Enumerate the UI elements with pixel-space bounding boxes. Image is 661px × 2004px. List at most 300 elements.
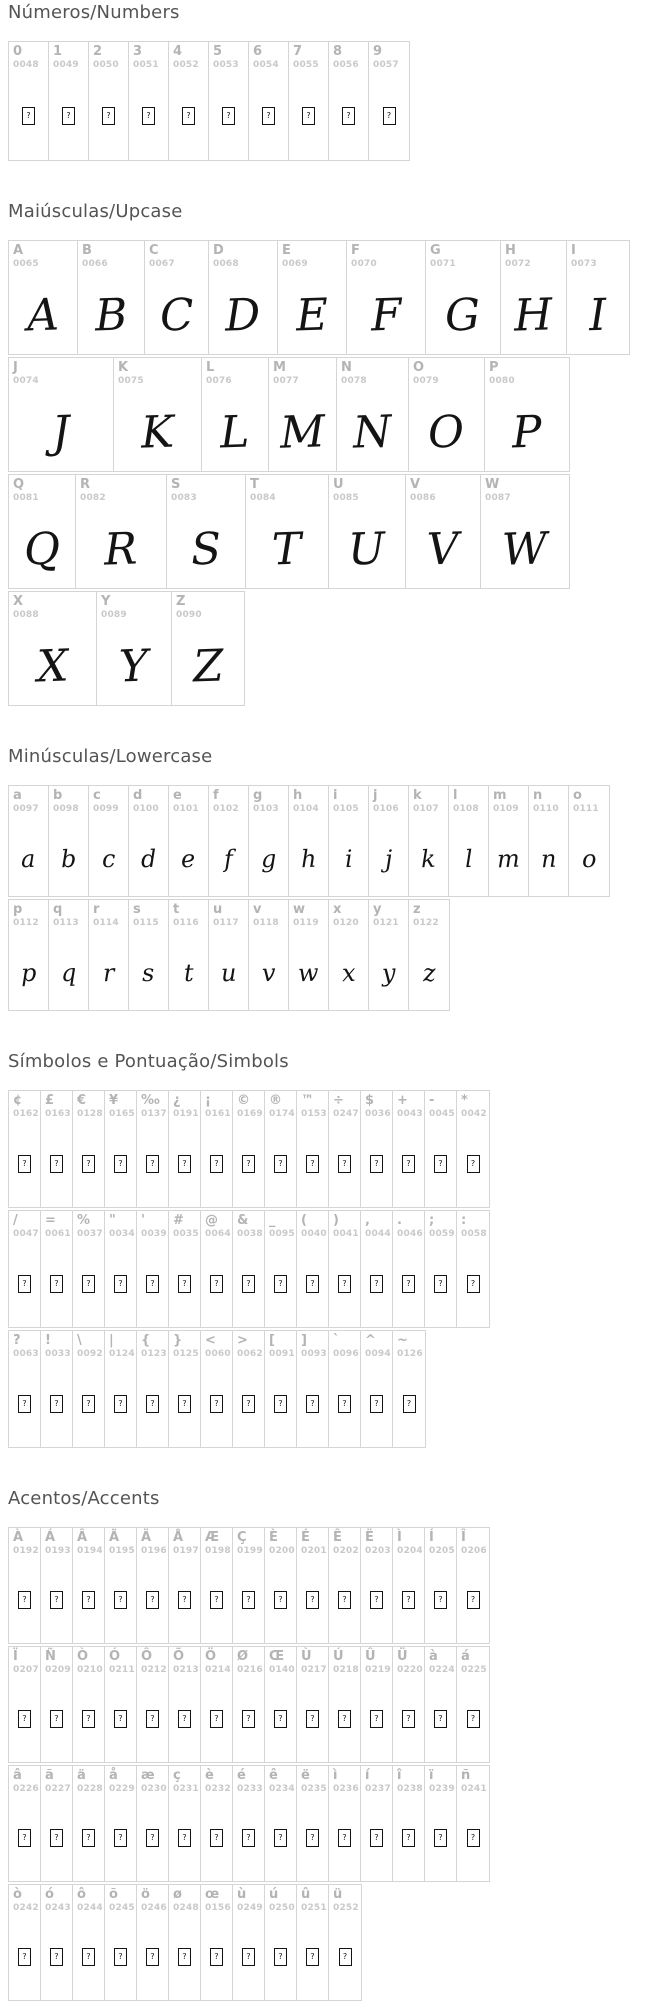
cell-code-label: 0209 (45, 1665, 71, 1675)
missing-glyph-mark: ? (374, 1595, 379, 1604)
missing-glyph-icon (210, 1829, 223, 1847)
glyph-area (393, 1795, 424, 1881)
section-title: Números/Numbers (8, 2, 180, 23)
cell-code-label: 0101 (173, 804, 199, 814)
glyph-area (89, 929, 128, 1010)
cell-code-label: 0085 (333, 493, 359, 503)
script-glyph: o (581, 844, 597, 873)
glyph-cell-0193 (41, 1528, 73, 1643)
cell-char-label: Ä (141, 1530, 152, 1545)
cell-code-label: 0250 (269, 1903, 295, 1913)
glyph-area (41, 1240, 72, 1327)
cell-code-label: 0077 (273, 376, 299, 386)
cell-code-label: 0100 (133, 804, 159, 814)
cell-code-label: 0153 (301, 1109, 327, 1119)
cell-code-label: 0242 (13, 1903, 39, 1913)
glyph-cell-0123 (137, 1331, 169, 1447)
glyph-cell-0077 (269, 358, 337, 471)
cell-code-label: 0073 (571, 259, 597, 269)
missing-glyph-icon (342, 107, 355, 125)
cell-char-label: Ï (13, 1649, 18, 1664)
script-glyph: j (384, 844, 393, 873)
glyph-area (9, 1360, 40, 1447)
missing-glyph-mark: ? (438, 1595, 443, 1604)
glyph-cell-0246 (137, 1885, 169, 2000)
missing-glyph-mark: ? (346, 110, 351, 120)
glyph-area (289, 929, 328, 1010)
glyph-cell-0192 (9, 1528, 41, 1643)
script-glyph: B (93, 288, 129, 342)
cell-char-label: 0 (13, 44, 23, 59)
missing-glyph-mark: ? (310, 1595, 315, 1604)
glyph-cell-0044 (361, 1211, 393, 1327)
missing-glyph-mark: ? (438, 1833, 443, 1842)
cell-char-label: Á (45, 1530, 56, 1545)
glyph-cell-0097 (9, 786, 49, 896)
missing-glyph-mark: ? (86, 1278, 91, 1288)
cell-code-label: 0140 (269, 1665, 295, 1675)
missing-glyph-mark: ? (470, 1595, 476, 1604)
cell-code-label: 0041 (333, 1229, 359, 1239)
missing-glyph-mark: ? (438, 1158, 443, 1168)
glyph-area (329, 1914, 361, 2000)
cell-code-label: 0033 (45, 1349, 71, 1359)
script-glyph: u (220, 958, 237, 987)
cell-char-label: g (253, 788, 263, 803)
glyph-area (89, 815, 128, 896)
glyph-area (114, 387, 201, 471)
glyph-cell-0049 (49, 42, 89, 160)
cell-code-label: 0232 (205, 1784, 231, 1794)
missing-glyph-mark: ? (22, 1278, 27, 1288)
missing-glyph-icon (18, 1591, 31, 1609)
cell-char-label: ¡ (205, 1093, 211, 1108)
cell-char-label: û (301, 1887, 311, 1902)
missing-glyph-mark: ? (54, 1398, 59, 1408)
glyph-cell-0074 (9, 358, 114, 471)
cell-code-label: 0040 (301, 1229, 327, 1239)
cell-code-label: 0094 (365, 1349, 391, 1359)
glyph-area (485, 387, 569, 471)
missing-glyph-mark: ? (118, 1398, 123, 1408)
cell-char-label: í (365, 1768, 370, 1783)
cell-code-label: 0199 (237, 1546, 263, 1556)
cell-char-label: < (205, 1333, 216, 1348)
cell-char-label: ù (237, 1887, 247, 1902)
cell-char-label: ä (77, 1768, 86, 1783)
glyph-cell-0243 (41, 1885, 73, 2000)
glyph-cell-0234 (265, 1766, 297, 1881)
glyph-cell-0099 (89, 786, 129, 896)
cell-code-label: 0162 (13, 1109, 39, 1119)
cell-char-label: ? (13, 1333, 21, 1348)
glyph-cell-0066 (78, 241, 145, 354)
cell-code-label: 0238 (397, 1784, 423, 1794)
missing-glyph-icon (306, 1155, 319, 1173)
glyph-cell-0053 (209, 42, 249, 160)
missing-glyph-mark: ? (182, 1158, 187, 1168)
missing-glyph-mark: ? (150, 1714, 155, 1723)
missing-glyph-mark: ? (118, 1833, 123, 1842)
cell-char-label: Ó (109, 1649, 121, 1664)
cell-char-label: ^ (365, 1333, 376, 1348)
missing-glyph-icon (338, 1155, 351, 1173)
glyph-area (233, 1795, 264, 1881)
missing-glyph-mark: ? (66, 110, 71, 120)
glyph-area (137, 1676, 168, 1762)
glyph-area (73, 1557, 104, 1643)
cell-code-label: 0054 (253, 60, 279, 70)
glyph-row (8, 41, 410, 161)
cell-char-label: Õ (173, 1649, 185, 1664)
glyph-area (9, 1676, 40, 1762)
cell-char-label: y (373, 902, 382, 917)
cell-code-label: 0039 (141, 1229, 167, 1239)
cell-code-label: 0212 (141, 1665, 167, 1675)
cell-code-label: 0113 (53, 918, 79, 928)
glyph-area (425, 1120, 456, 1207)
cell-char-label: Y (101, 594, 111, 609)
glyph-area (172, 621, 244, 705)
glyph-cell-0235 (297, 1766, 329, 1881)
script-glyph: e (180, 844, 197, 873)
cell-code-label: 0195 (109, 1546, 135, 1556)
cell-char-label: © (237, 1093, 250, 1108)
cell-char-label: ê (269, 1768, 278, 1783)
missing-glyph-icon (82, 1275, 95, 1293)
missing-glyph-icon (50, 1710, 63, 1728)
glyph-cell-0200 (265, 1528, 297, 1643)
missing-glyph-icon (82, 1591, 95, 1609)
glyph-cell-0109 (489, 786, 529, 896)
glyph-area (202, 387, 268, 471)
cell-code-label: 0042 (461, 1109, 487, 1119)
cell-char-label: | (109, 1333, 114, 1348)
missing-glyph-mark: ? (214, 1714, 219, 1723)
glyph-area (233, 1557, 264, 1643)
missing-glyph-icon (434, 1829, 447, 1847)
missing-glyph-mark: ? (54, 1278, 59, 1288)
glyph-area (9, 71, 48, 160)
cell-code-label: 0217 (301, 1665, 327, 1675)
glyph-area (201, 1120, 232, 1207)
script-glyph: m (496, 844, 521, 873)
missing-glyph-icon (274, 1829, 287, 1847)
missing-glyph-icon (18, 1155, 31, 1173)
glyph-area (567, 270, 629, 354)
script-glyph: Y (118, 640, 150, 692)
cell-char-label: à (429, 1649, 438, 1664)
missing-glyph-mark: ? (214, 1595, 219, 1604)
glyph-area (361, 1360, 392, 1447)
glyph-cell-0169 (233, 1091, 265, 1207)
cell-code-label: 0059 (429, 1229, 455, 1239)
cell-code-label: 0204 (397, 1546, 423, 1556)
cell-char-label: c (93, 788, 101, 803)
missing-glyph-mark: ? (214, 1278, 219, 1288)
section-symbols (8, 1051, 661, 1448)
glyph-area (201, 1360, 232, 1447)
cell-char-label: á (461, 1649, 470, 1664)
cell-code-label: 0037 (77, 1229, 103, 1239)
glyph-cell-0058 (457, 1211, 489, 1327)
missing-glyph-icon (50, 1948, 63, 1966)
cell-code-label: 0053 (213, 60, 239, 70)
missing-glyph-icon (402, 1155, 415, 1173)
glyph-cell-0121 (369, 900, 409, 1010)
glyph-cell-0042 (457, 1091, 489, 1207)
glyph-area (269, 387, 336, 471)
missing-glyph-icon (242, 1710, 255, 1728)
cell-char-label: Ñ (45, 1649, 56, 1664)
missing-glyph-icon (467, 1155, 480, 1173)
cell-code-label: 0093 (301, 1349, 327, 1359)
glyph-cell-0118 (249, 900, 289, 1010)
glyph-cell-0039 (137, 1211, 169, 1327)
glyph-cell-0203 (361, 1528, 393, 1643)
glyph-cell-0252 (329, 1885, 361, 2000)
glyph-cell-0248 (169, 1885, 201, 2000)
glyph-row (8, 474, 570, 589)
glyph-area (265, 1557, 296, 1643)
cell-char-label: + (397, 1093, 408, 1108)
cell-code-label: 0243 (45, 1903, 71, 1913)
cell-code-label: 0218 (333, 1665, 359, 1675)
cell-char-label: F (351, 243, 360, 258)
glyph-area (105, 1914, 136, 2000)
cell-code-label: 0200 (269, 1546, 295, 1556)
missing-glyph-mark: ? (22, 1398, 27, 1408)
glyph-area (289, 815, 328, 896)
missing-glyph-icon (114, 1591, 127, 1609)
cell-code-label: 0079 (413, 376, 439, 386)
glyph-cell-0125 (169, 1331, 201, 1447)
glyph-cell-0075 (114, 358, 202, 471)
missing-glyph-mark: ? (22, 1952, 27, 1961)
missing-glyph-icon (178, 1829, 191, 1847)
glyph-cell-0196 (137, 1528, 169, 1643)
glyph-area (169, 815, 208, 896)
missing-glyph-icon (146, 1710, 159, 1728)
script-glyph: M (279, 405, 326, 459)
missing-glyph-icon (467, 1591, 480, 1609)
cell-code-label: 0108 (453, 804, 479, 814)
cell-char-label: ó (45, 1887, 54, 1902)
glyph-row (8, 1884, 362, 2001)
missing-glyph-icon (50, 1155, 63, 1173)
glyph-cell-0065 (9, 241, 78, 354)
cell-char-label: w (293, 902, 306, 917)
glyph-cell-0104 (289, 786, 329, 896)
missing-glyph-mark: ? (278, 1398, 283, 1408)
missing-glyph-mark: ? (310, 1833, 315, 1842)
glyph-cell-0242 (9, 1885, 41, 2000)
glyph-cell-0210 (73, 1647, 105, 1762)
cell-char-label: * (461, 1093, 468, 1108)
cell-code-label: 0193 (45, 1546, 71, 1556)
glyph-cell-0056 (329, 42, 369, 160)
section-title: Símbolos e Pontuação/Simbols (8, 1051, 289, 1072)
missing-glyph-mark: ? (150, 1952, 155, 1961)
glyph-area (129, 929, 168, 1010)
section-title: Maiúsculas/Upcase (8, 201, 183, 222)
glyph-cell-0047 (9, 1211, 41, 1327)
glyph-cell-0115 (129, 900, 169, 1010)
missing-glyph-icon (306, 1710, 319, 1728)
cell-char-label: / (13, 1213, 18, 1228)
cell-char-label: Ü (397, 1649, 408, 1664)
cell-code-label: 0124 (109, 1349, 135, 1359)
glyph-cell-0233 (233, 1766, 265, 1881)
glyph-cell-0051 (129, 42, 169, 160)
missing-glyph-mark: ? (246, 1714, 251, 1723)
script-glyph: y (381, 958, 396, 987)
cell-char-label: S (171, 477, 181, 492)
glyph-area (393, 1676, 424, 1762)
glyph-cell-0214 (201, 1647, 233, 1762)
glyph-area (105, 1676, 136, 1762)
missing-glyph-mark: ? (278, 1158, 283, 1168)
glyph-cell-0078 (337, 358, 409, 471)
glyph-area (9, 1914, 40, 2000)
cell-code-label: 0137 (141, 1109, 167, 1119)
cell-char-label: 1 (53, 44, 63, 59)
glyph-cell-0037 (73, 1211, 105, 1327)
cell-code-label: 0251 (301, 1903, 327, 1913)
missing-glyph-mark: ? (310, 1158, 315, 1168)
glyph-area (41, 1120, 72, 1207)
script-glyph: c (101, 844, 116, 873)
cell-char-label: n (533, 788, 543, 803)
glyph-area (41, 1557, 72, 1643)
missing-glyph-mark: ? (374, 1833, 379, 1842)
glyph-cell-0140 (265, 1647, 297, 1762)
cell-code-label: 0107 (413, 804, 439, 814)
cell-code-label: 0097 (13, 804, 39, 814)
glyph-cell-0089 (97, 592, 172, 705)
glyph-area (76, 504, 166, 588)
script-glyph: E (295, 288, 329, 342)
cell-code-label: 0230 (141, 1784, 167, 1794)
glyph-area (297, 1240, 328, 1327)
glyph-area (361, 1240, 392, 1327)
cell-code-label: 0098 (53, 804, 79, 814)
script-glyph: v (261, 958, 276, 987)
glyph-cell-0095 (265, 1211, 297, 1327)
script-glyph: f (223, 844, 234, 873)
glyph-area (347, 270, 425, 354)
glyph-cell-0230 (137, 1766, 169, 1881)
glyph-cell-0070 (347, 241, 426, 354)
glyph-area (409, 387, 484, 471)
glyph-area (449, 815, 488, 896)
cell-char-label: Â (77, 1530, 88, 1545)
glyph-area (406, 504, 480, 588)
cell-char-label: ú (269, 1887, 279, 1902)
cell-code-label: 0087 (485, 493, 511, 503)
cell-char-label: H (505, 243, 516, 258)
glyph-area (169, 929, 208, 1010)
glyph-area (297, 1914, 328, 2000)
glyph-cell-0228 (73, 1766, 105, 1881)
glyph-cell-0084 (246, 475, 329, 588)
cell-code-label: 0122 (413, 918, 439, 928)
missing-glyph-icon (370, 1591, 383, 1609)
cell-code-label: 0216 (237, 1665, 263, 1675)
cell-char-label: ï (429, 1768, 434, 1783)
cell-code-label: 0061 (45, 1229, 71, 1239)
glyph-area (249, 929, 288, 1010)
glyph-area (393, 1120, 424, 1207)
missing-glyph-mark: ? (182, 1714, 187, 1723)
missing-glyph-mark: ? (374, 1278, 379, 1288)
glyph-row (8, 1765, 490, 1882)
missing-glyph-icon (262, 107, 275, 125)
missing-glyph-mark: ? (386, 110, 392, 120)
cell-code-label: 0214 (205, 1665, 231, 1675)
glyph-area (297, 1557, 328, 1643)
cell-char-label: Ô (141, 1649, 153, 1664)
script-glyph: U (347, 522, 387, 576)
missing-glyph-mark: ? (246, 1398, 251, 1408)
glyph-cell-0126 (393, 1331, 425, 1447)
cell-code-label: 0211 (109, 1665, 135, 1675)
glyph-area (73, 1676, 104, 1762)
glyph-cell-0245 (105, 1885, 137, 2000)
glyph-cell-0207 (9, 1647, 41, 1762)
missing-glyph-mark: ? (406, 1278, 411, 1288)
glyph-area (129, 71, 168, 160)
missing-glyph-icon (182, 107, 195, 125)
glyph-cell-0043 (393, 1091, 425, 1207)
cell-char-label: ¢ (13, 1093, 23, 1108)
glyph-area (249, 815, 288, 896)
script-glyph: A (26, 288, 60, 342)
missing-glyph-mark: ? (310, 1398, 315, 1408)
glyph-area (209, 270, 277, 354)
cell-char-label: 6 (253, 44, 263, 59)
cell-char-label: z (413, 902, 421, 917)
missing-glyph-icon (18, 1395, 31, 1413)
script-glyph: J (51, 406, 71, 458)
missing-glyph-icon (50, 1829, 63, 1847)
cell-code-label: 0110 (533, 804, 559, 814)
cell-code-label: 0225 (461, 1665, 487, 1675)
missing-glyph-mark: ? (342, 1278, 347, 1288)
missing-glyph-icon (102, 107, 115, 125)
glyph-area (329, 1557, 360, 1643)
cell-char-label: P (489, 360, 499, 375)
cell-char-label: è (205, 1768, 214, 1783)
script-glyph: F (369, 288, 403, 342)
cell-char-label: Z (176, 594, 186, 609)
glyph-area (329, 504, 405, 588)
missing-glyph-mark: ? (118, 1158, 123, 1168)
missing-glyph-mark: ? (438, 1278, 443, 1288)
missing-glyph-mark: ? (182, 1952, 187, 1961)
cell-char-label: å (109, 1768, 118, 1783)
cell-code-label: 0076 (206, 376, 232, 386)
script-glyph: i (344, 844, 353, 873)
glyph-area (137, 1120, 168, 1207)
glyph-cell-0079 (409, 358, 485, 471)
glyph-cell-0163 (41, 1091, 73, 1207)
cell-char-label: K (118, 360, 129, 375)
glyph-cell-0212 (137, 1647, 169, 1762)
cell-code-label: 0196 (141, 1546, 167, 1556)
missing-glyph-mark: ? (86, 1158, 91, 1168)
glyph-cell-0199 (233, 1528, 265, 1643)
